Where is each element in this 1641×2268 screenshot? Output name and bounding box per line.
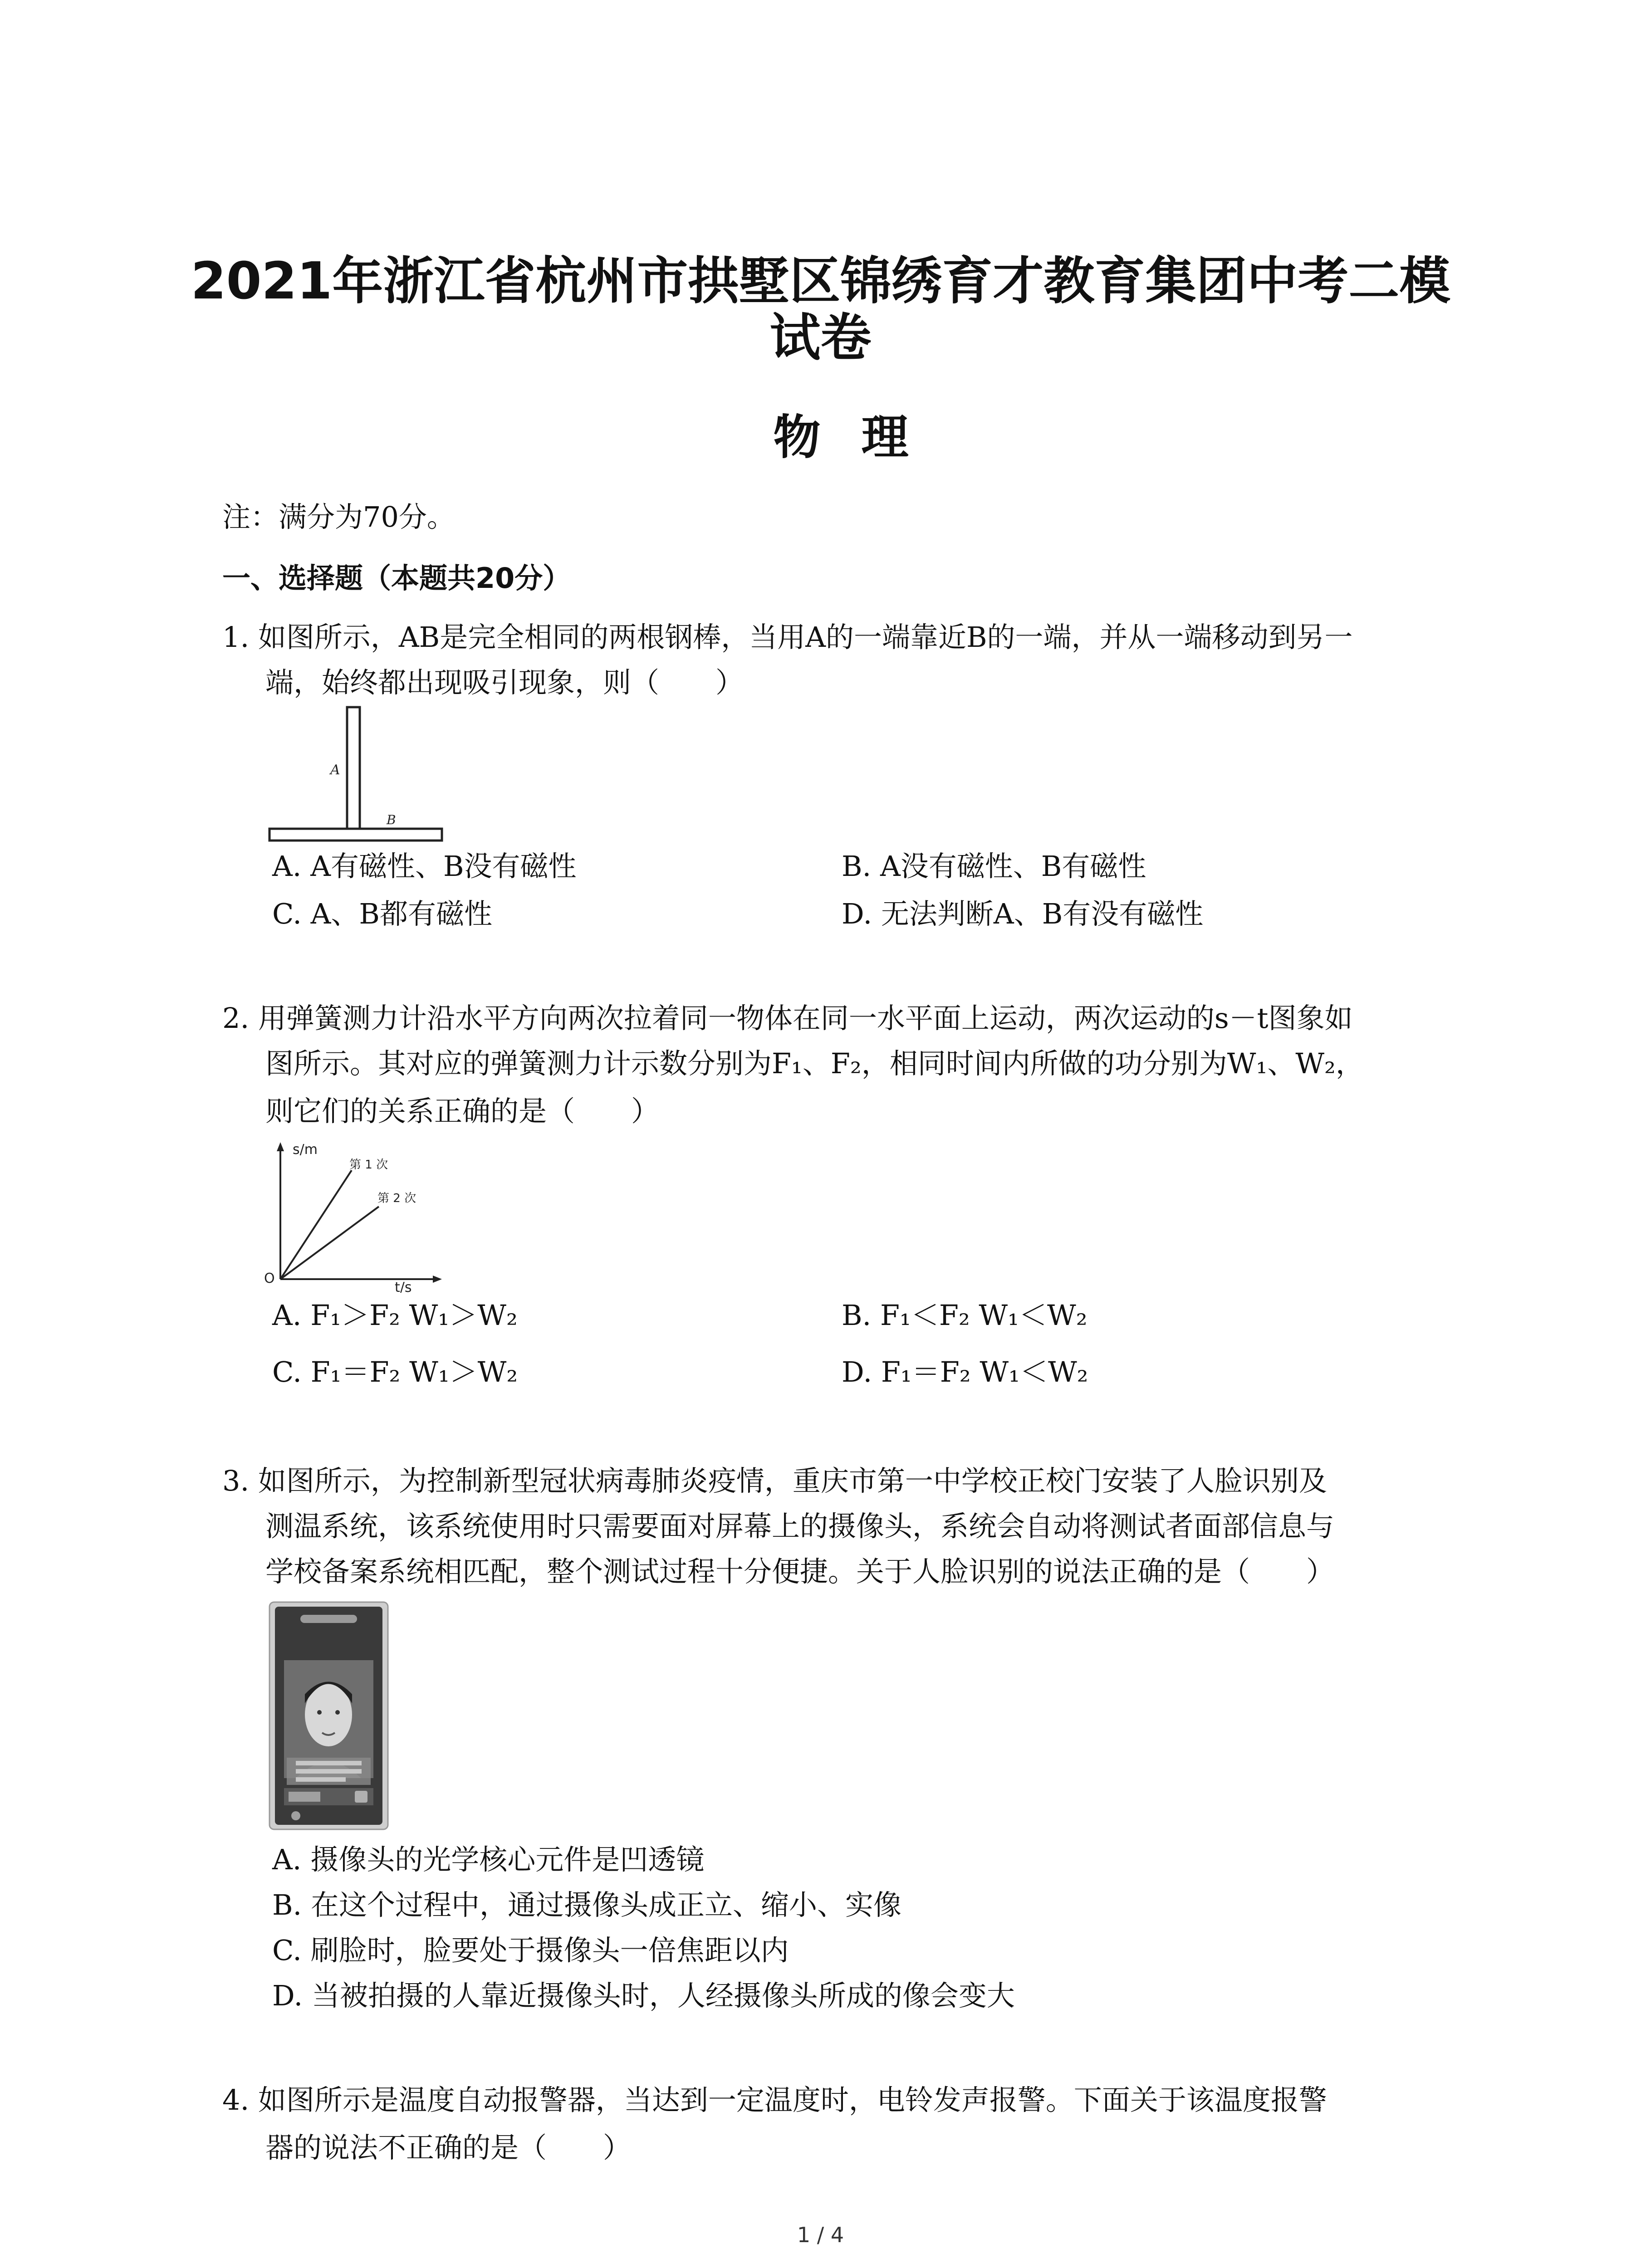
page-number: 1 / 4	[797, 2223, 844, 2247]
q2-axis-x-label: t/s	[395, 1280, 412, 1293]
q3-stem-line3: 学校备案系统相匹配，整个测试过程十分便捷。关于人脸识别的说法正确的是（ ）	[265, 1555, 1335, 1588]
q2-line2-label: 第 2 次	[377, 1192, 416, 1205]
score-note: 注：满分为70分。	[222, 500, 455, 533]
q2-origin-label: O	[264, 1271, 275, 1286]
section-heading: 一、选择题（本题共20分）	[222, 562, 571, 595]
q2-axis-y-label: s/m	[293, 1142, 318, 1158]
q1-label-b: B	[387, 812, 396, 827]
q2-stem-line2: 图所示。其对应的弹簧测力计示数分别为F₁、F₂，相同时间内所做的功分别为W₁、W₂，	[265, 1047, 1364, 1080]
q1-option-c[interactable]: C. A、B都有磁性	[272, 897, 492, 930]
q2-stem-line1: 2. 用弹簧测力计沿水平方向两次拉着同一物体在同一水平面上运动，两次运动的s－t图象如	[222, 1002, 1353, 1035]
q1-option-a[interactable]: A. A有磁性、B没有磁性	[272, 850, 577, 883]
q4-stem-line2: 器的说法不正确的是（ ）	[265, 2131, 632, 2164]
subject-title: 物理	[773, 410, 950, 465]
q1-option-d[interactable]: D. 无法判断A、B有没有磁性	[842, 897, 1204, 930]
q3-option-b[interactable]: B. 在这个过程中，通过摄像头成正立、缩小、实像	[272, 1888, 901, 1921]
q1-label-a: A	[330, 762, 340, 778]
q3-option-c[interactable]: C. 刷脸时，脸要处于摄像头一倍焦距以内	[272, 1934, 789, 1967]
q2-s-t-graph	[259, 1139, 449, 1293]
q4-stem-line1: 4. 如图所示是温度自动报警器，当达到一定温度时，电铃发声报警。下面关于该温度报警	[222, 2083, 1327, 2116]
q3-option-a[interactable]: A. 摄像头的光学核心元件是凹透镜	[272, 1843, 705, 1876]
q1-stem-line1: 1. 如图所示，AB是完全相同的两根钢棒，当用A的一端靠近B的一端，并从一端移动到另一	[222, 621, 1353, 654]
q2-option-b[interactable]: B. F₁＜F₂ W₁＜W₂	[842, 1299, 1087, 1332]
q2-option-c[interactable]: C. F₁＝F₂ W₁＞W₂	[272, 1355, 518, 1388]
q1-option-b[interactable]: B. A没有磁性、B有磁性	[842, 850, 1146, 883]
exam-title-line1: 2021年浙江省杭州市拱墅区锦绣育才教育集团中考二模	[191, 252, 1450, 311]
q1-steel-bars-figure	[268, 705, 449, 846]
q2-line1-label: 第 1 次	[349, 1158, 388, 1172]
q3-option-d[interactable]: D. 当被拍摄的人靠近摄像头时，人经摄像头所成的像会变大	[272, 1979, 1015, 2012]
q2-option-a[interactable]: A. F₁＞F₂ W₁＞W₂	[272, 1299, 518, 1332]
q3-stem-line1: 3. 如图所示，为控制新型冠状病毒肺炎疫情，重庆市第一中学校正校门安装了人脸识别及	[222, 1464, 1327, 1497]
exam-title-line2: 试卷	[769, 308, 872, 367]
q3-face-recognition-device-photo	[269, 1601, 389, 1830]
q2-option-d[interactable]: D. F₁＝F₂ W₁＜W₂	[842, 1355, 1088, 1388]
q1-stem-line2: 端，始终都出现吸引现象，则（ ）	[265, 666, 744, 699]
q3-stem-line2: 测温系统，该系统使用时只需要面对屏幕上的摄像头，系统会自动将测试者面部信息与	[265, 1510, 1335, 1543]
q2-stem-line3: 则它们的关系正确的是（ ）	[265, 1095, 660, 1128]
